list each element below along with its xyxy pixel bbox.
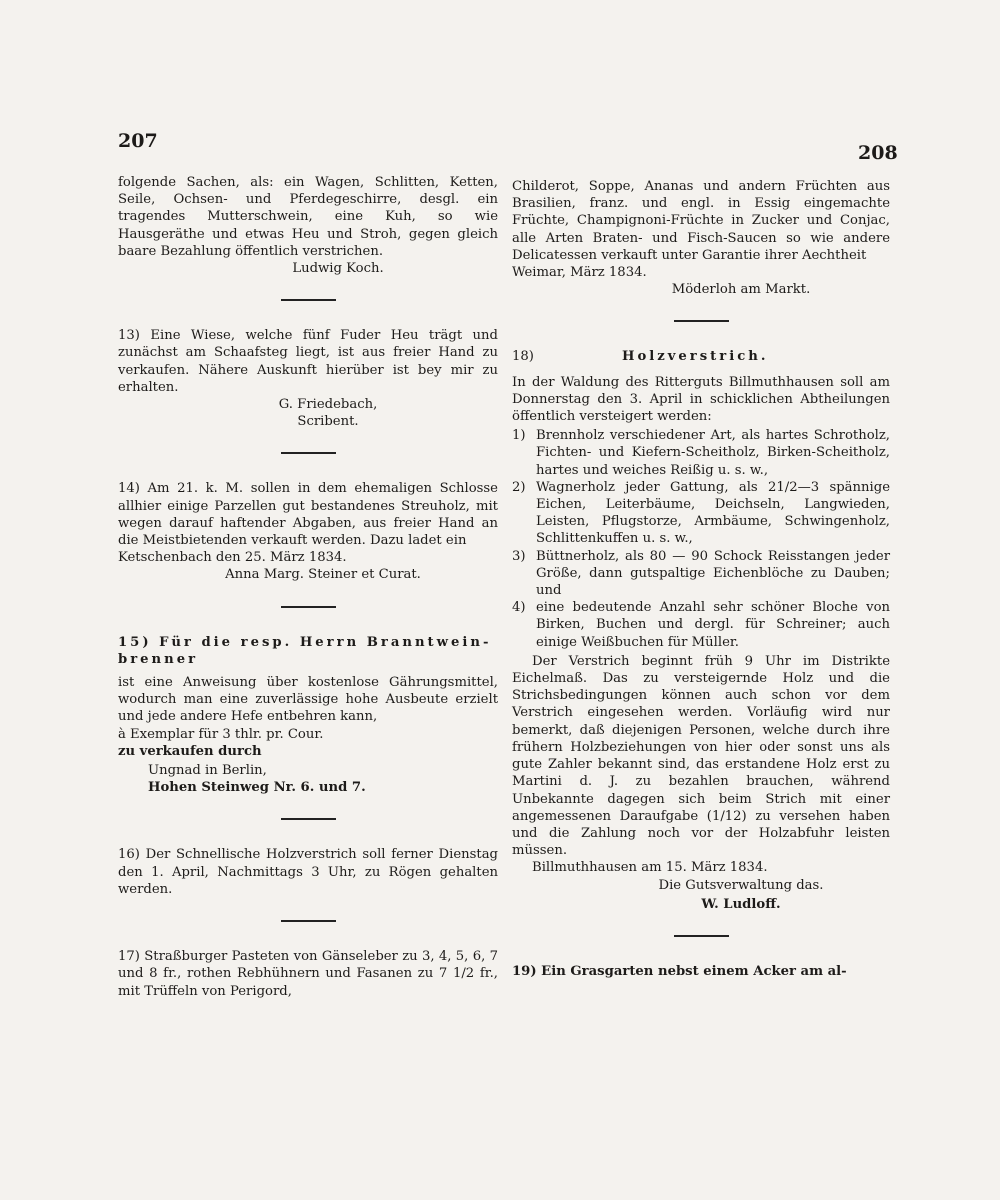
notice-seller-address: Hohen Steinweg Nr. 6. und 7. [148, 780, 366, 796]
list-item-number: 2) [512, 479, 526, 495]
notice-sale: zu verkaufen durch [118, 743, 262, 759]
page-number-right: 208 [858, 142, 898, 164]
notice-19 [512, 963, 890, 980]
notice-18 [512, 348, 890, 913]
notice-text: 17) Straßburger Pasteten von Gänseleber zu 3, 4, 5, 6, 7 und 8 fr., rothen Rebhühnern und Fasanen zu 7 1/2 fr., mit Trüffeln von Perigord, [118, 949, 498, 999]
list-item [512, 427, 890, 479]
notice-signature-name: W. Ludloff. [701, 896, 781, 912]
section-divider [281, 299, 336, 301]
list-item-text: Brennholz verschiedener Art, als hartes Schrotholz, Fichten- und Kiefern-Scheitholz, Birken-Scheitholz, hartes und weiches Reißig u. s. w., [536, 428, 890, 478]
section-divider [281, 920, 336, 922]
section-divider [281, 606, 336, 608]
right-column [512, 178, 890, 980]
section-divider [674, 935, 729, 937]
notice-signature-title: Scribent. [297, 414, 359, 430]
section-divider [281, 818, 336, 820]
notice-seller: Ungnad in Berlin, [148, 763, 267, 779]
notice-number: 18) [512, 349, 534, 365]
notice-text: 13) Eine Wiese, welche fünf Fuder Heu trägt und zunächst am Schaafsteg liegt, ist aus freier Hand zu verkaufen. Nähere Auskunft hierüber ist bey mir zu erhalten. [118, 328, 498, 395]
notice-13 [118, 327, 498, 430]
notice-place-date: Billmuthhausen am 15. März 1834. [532, 860, 768, 876]
notice-14 [118, 480, 498, 583]
section-divider [281, 452, 336, 454]
list-item-number: 3) [512, 548, 526, 564]
list-item-text: Wagnerholz jeder Gattung, als 21/2—3 spännige Eichen, Leiterbäume, Deichseln, Langwieden, Leisten, Pflugstorze, Armbäume, Schwingenholz, Schlittenkuffen u. s. w., [536, 479, 890, 547]
notice-text: Childerot, Soppe, Ananas und andern Früchten aus Brasilien, franz. und engl. in Essig eingemachte Früchte, Champignoni-Früchte in Zucker und Conjac, alle Arten Braten- und Fisch-Saucen so wie andere Delicatessen verkauft unter Garantie ihrer Aechtheit [512, 179, 890, 263]
notice-12-continued [118, 174, 498, 277]
notice-signature: G. Friedebach, [278, 397, 378, 413]
notice-text: folgende Sachen, als: ein Wagen, Schlitten, Ketten, Seile, Ochsen- und Pferdegeschirre, desgl. ein tragendes Mutterschwein, eine Kuh, so wie Hausgeräthe und etwas Heu und Stroh, gegen gleich baare Bezahlung öffentlich verstrichen. [118, 175, 498, 259]
notice-text: ist eine Anweisung über kostenlose Gährungsmittel, wodurch man eine zuverlässige hohe Ausbeute erzielt und jede andere Hefe entbehren kann, [118, 675, 498, 725]
list-item-text: eine bedeutende Anzahl sehr schöner Bloche von Birken, Buchen und dergl. für Schreiner; auch einige Weißbuchen für Müller. [536, 600, 890, 650]
list-item [512, 548, 890, 600]
notice-heading: Holzverstrich. [622, 349, 769, 365]
notice-heading: 15) Für die resp. Herrn Branntwein- [118, 634, 492, 650]
notice-15 [118, 634, 498, 797]
notice-text: 16) Der Schnellische Holzverstrich soll ferner Dienstag den 1. April, Nachmittags 3 Uhr, zu Rögen gehalten werden. [118, 847, 498, 897]
notice-heading-continued: brenner [118, 651, 199, 667]
left-column [118, 174, 498, 1000]
notice-16 [118, 846, 498, 898]
page-number-left: 207 [118, 130, 158, 152]
notice-signature: Die Gutsverwaltung das. [658, 877, 824, 893]
notice-body: Der Verstrich beginnt früh 9 Uhr im Distrikte Eichelmaß. Das zu versteigernde Holz und die Strichsbedingungen können auch schon vor dem Verstrich eingesehen werden. Vorläufig wird nur bemerkt, daß diejenigen Personen, welche durch ihre frühern Holzbeziehungen von hier oder sonst uns als gute Zahler bekannt sind, das erstandene Holz erst zu Martini d. J. zu bezahlen brauchen, während Unbekannte dagegen sich beim Strich mit einer angemessenen Daraufgabe (1/12) zu versehen haben und die Zahlung noch vor der Holzabfuhr leisten müssen. [512, 653, 890, 859]
notice-place-date: Ketschenbach den 25. März 1834. [118, 550, 347, 566]
notice-intro: In der Waldung des Ritterguts Billmuthhausen soll am Donnerstag den 3. April in schicklichen Abtheilungen öffentlich versteigert werden: [512, 374, 890, 425]
notice-signature: Anna Marg. Steiner et Curat. [225, 567, 421, 583]
notice-signature: Ludwig Koch. [292, 261, 384, 277]
section-divider [674, 320, 729, 322]
list-item [512, 479, 890, 548]
lot-list [512, 427, 890, 651]
notice-signature: Möderloh am Markt. [671, 282, 811, 298]
notice-text: 19) Ein Grasgarten nebst einem Acker am al- [512, 963, 847, 979]
list-item [512, 599, 890, 651]
list-item-number: 1) [512, 428, 526, 444]
notice-text: 14) Am 21. k. M. sollen in dem ehemaligen Schlosse allhier einige Parzellen gut bestandenes Streuholz, mit wegen darauf haftender Abgaben, aus freier Hand an die Meistbietenden verkauft werden. Dazu ladet ein [118, 481, 498, 549]
notice-17-continued [512, 178, 890, 298]
list-item-number: 4) [512, 600, 526, 616]
notice-place-date: Weimar, März 1834. [512, 265, 647, 281]
notice-17 [118, 948, 498, 1000]
notice-heading-row [512, 348, 890, 367]
notice-price: à Exemplar für 3 thlr. pr. Cour. [118, 726, 324, 742]
list-item-text: Büttnerholz, als 80 — 90 Schock Reisstangen jeder Größe, dann gutspaltige Eichenblöche zu Dauben; und [536, 548, 890, 599]
